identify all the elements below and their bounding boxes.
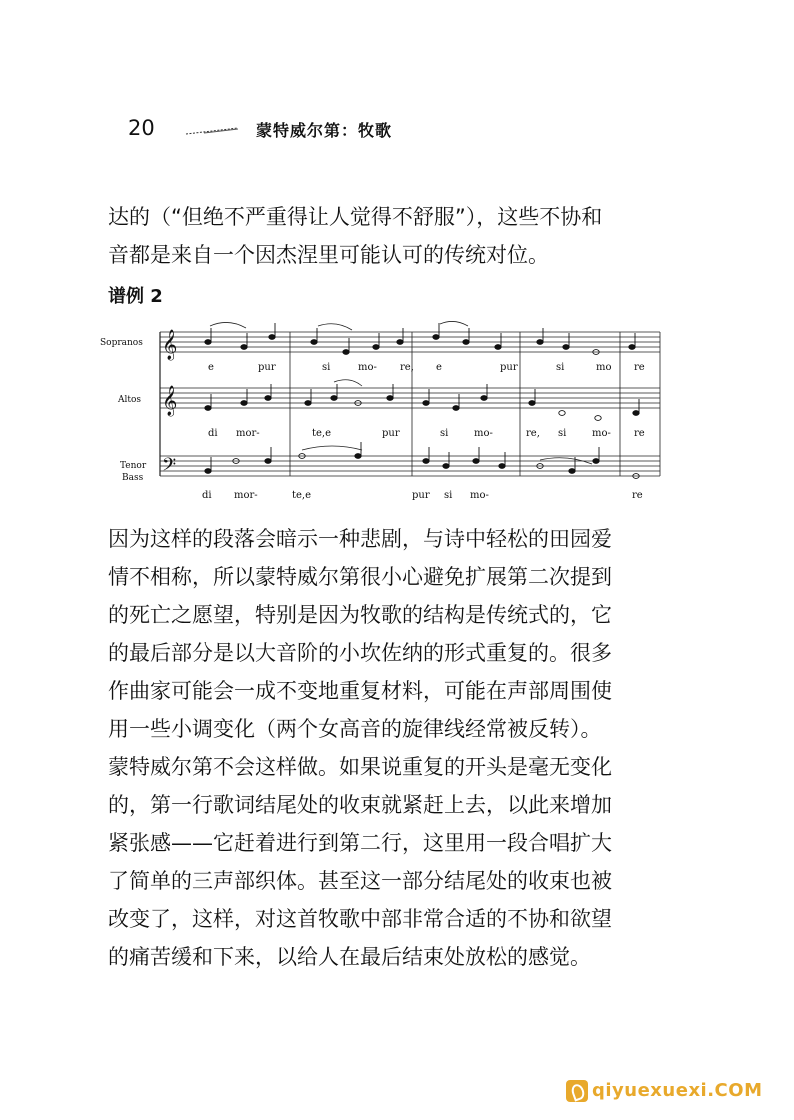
body-line: 的痛苦缓和下来，以给人在最后结束处放松的感觉。 (108, 945, 591, 969)
watermark-text: qiyuexuexi.COM (592, 1080, 763, 1101)
lyric: te,e (312, 428, 332, 439)
intro-line-1: 达的（“但绝不严重得让人觉得不舒服”），这些不协和 (108, 205, 603, 229)
lyric: mo- (470, 490, 489, 501)
lyric: te,e (292, 490, 312, 501)
body-line: 因为这样的段落会暗示一种悲剧，与诗中轻松的田园爱 (108, 527, 612, 551)
body-line: 的，第一行歌词结尾处的收束就紧赶上去，以此来增加 (108, 793, 612, 817)
lyric: pur (500, 362, 518, 373)
body-line: 的死亡之愿望，特别是因为牧歌的结构是传统式的，它 (108, 603, 612, 627)
part-label-tenor: Tenor (120, 461, 147, 471)
body-line: 的最后部分是以大音阶的小坎佐纳的形式重复的。很多 (108, 641, 612, 665)
note-logo-icon (566, 1080, 588, 1102)
body-paragraph (108, 520, 668, 976)
body-line: 蒙特威尔第不会这样做。如果说重复的开头是毫无变化 (108, 755, 612, 779)
lyric: mo- (474, 428, 493, 439)
decorative-flourish (184, 126, 240, 136)
lyric: di (202, 490, 212, 501)
lyric: si (558, 428, 567, 439)
lyric: mo- (592, 428, 611, 439)
lyric: pur (382, 428, 400, 439)
lyric: re (634, 428, 645, 439)
lyric: re, (400, 362, 414, 373)
page-header (128, 116, 548, 146)
lyric: si (444, 490, 453, 501)
lyric: mor- (236, 428, 260, 439)
body-line: 紧张感——它赶着进行到第二行，这里用一段合唱扩大 (108, 831, 612, 855)
body-line: 了简单的三声部织体。甚至这一部分结尾处的收束也被 (108, 869, 612, 893)
part-label-alto: Altos (118, 395, 142, 405)
lyric: mo (596, 362, 612, 373)
site-watermark (566, 1078, 766, 1108)
lyric: re (634, 362, 645, 373)
lyric: pur (412, 490, 430, 501)
lyric: di (208, 428, 218, 439)
part-label-bass: Bass (122, 473, 144, 483)
music-score (96, 318, 670, 508)
svg-text:𝄞: 𝄞 (162, 386, 178, 416)
lyric: re, (526, 428, 540, 439)
intro-paragraph (108, 198, 668, 274)
lyric: re (632, 490, 643, 501)
example-label: 谱例 2 (108, 286, 163, 307)
body-line: 用一些小调变化（两个女高音的旋律线经常被反转）。 (108, 717, 602, 741)
svg-text:𝄞: 𝄞 (162, 330, 178, 360)
body-line: 作曲家可能会一成不变地重复材料，可能在声部周围使 (108, 679, 612, 703)
lyric: e (436, 362, 442, 373)
body-line: 改变了，这样，对这首牧歌中部非常合适的不协和欲望 (108, 907, 612, 931)
svg-text:𝄢: 𝄢 (162, 455, 177, 480)
lyric: mo- (358, 362, 377, 373)
body-line: 情不相称，所以蒙特威尔第很小心避免扩展第二次提到 (108, 565, 612, 589)
lyric: si (322, 362, 331, 373)
lyric: pur (258, 362, 276, 373)
running-title: 蒙特威尔第：牧歌 (256, 121, 393, 140)
lyric: si (440, 428, 449, 439)
lyric: e (208, 362, 214, 373)
page-number: 20 (128, 116, 155, 140)
intro-line-2: 音都是来自一个因杰涅里可能认可的传统对位。 (108, 243, 549, 267)
lyric: mor- (234, 490, 258, 501)
part-label-soprano: Sopranos (100, 338, 143, 348)
lyric: si (556, 362, 565, 373)
